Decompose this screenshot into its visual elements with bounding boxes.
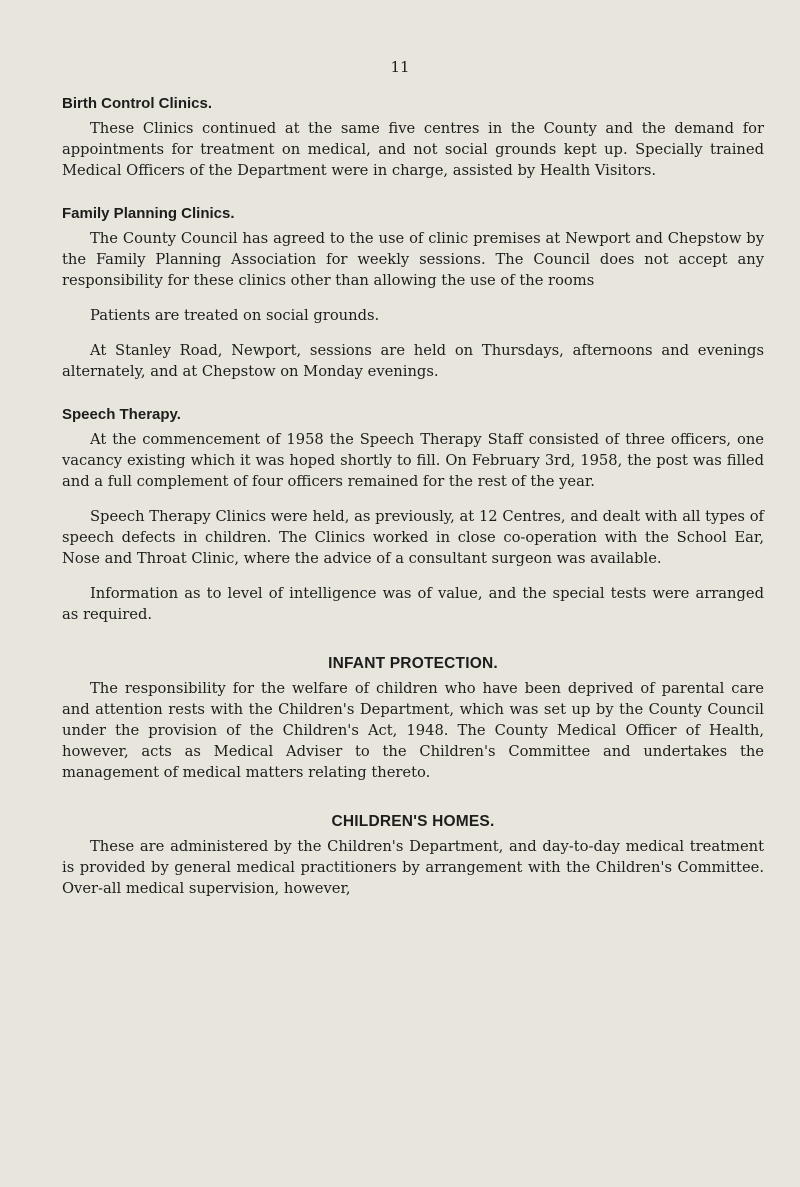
section-infant-protection	[62, 653, 764, 783]
paragraph: Speech Therapy Clinics were held, as previously, at 12 Centres, and dealt with all types of speech defects in children. The Clinics worked in close co-operation with the School Ear, Nose and Throat Clinic, where the advice of a consultant surgeon was available.	[62, 508, 764, 567]
section-speech-therapy	[62, 404, 764, 625]
paragraph: These are administered by the Children's Department, and day-to-day medical treatment is provided by general medical practitioners by arrangement with the Children's Committee. Over-all medical supervision, however,	[62, 838, 764, 897]
document-body	[62, 93, 764, 899]
paragraph: Information as to level of intelligence was of value, and the special tests were arranged as required.	[62, 585, 764, 623]
paragraph: Patients are treated on social grounds.	[90, 307, 380, 324]
heading-speech-therapy: Speech Therapy.	[62, 406, 181, 423]
section-family-planning	[62, 203, 764, 382]
section-birth-control	[62, 93, 764, 181]
paragraph: At Stanley Road, Newport, sessions are held on Thursdays, afternoons and evenings alternately, and at Chepstow on Monday evenings.	[62, 342, 764, 380]
heading-birth-control: Birth Control Clinics.	[62, 95, 212, 112]
paragraph: The County Council has agreed to the use of clinic premises at Newport and Chepstow by the Family Planning Association for weekly sessions. The Council does not accept any responsibility for these clinics other than allowing the use of the rooms	[62, 230, 764, 289]
paragraph: At the commencement of 1958 the Speech Therapy Staff consisted of three officers, one vacancy existing which it was hoped shortly to fill. On February 3rd, 1958, the post was filled and a full complement of four officers remained for the rest of the year.	[62, 431, 764, 490]
paragraph: These Clinics continued at the same five centres in the County and the demand for appointments for treatment on medical, and not social grounds kept up. Specially trained Medical Officers of the Department were in charge, assisted by Health Visitors.	[62, 120, 764, 179]
paragraph: The responsibility for the welfare of children who have been deprived of parental care and attention rests with the Children's Department, which was set up by the County Council under the provision of the Children's Act, 1948. The County Medical Officer of Health, however, acts as Medical Adviser to the Children's Committee and undertakes the management of medical matters relating thereto.	[62, 680, 764, 781]
heading-family-planning: Family Planning Clinics.	[62, 205, 235, 222]
heading-infant-protection: INFANT PROTECTION.	[328, 655, 498, 672]
page-number: 11	[390, 58, 410, 76]
section-childrens-homes	[62, 811, 764, 899]
heading-childrens-homes: CHILDREN'S HOMES.	[331, 813, 495, 830]
